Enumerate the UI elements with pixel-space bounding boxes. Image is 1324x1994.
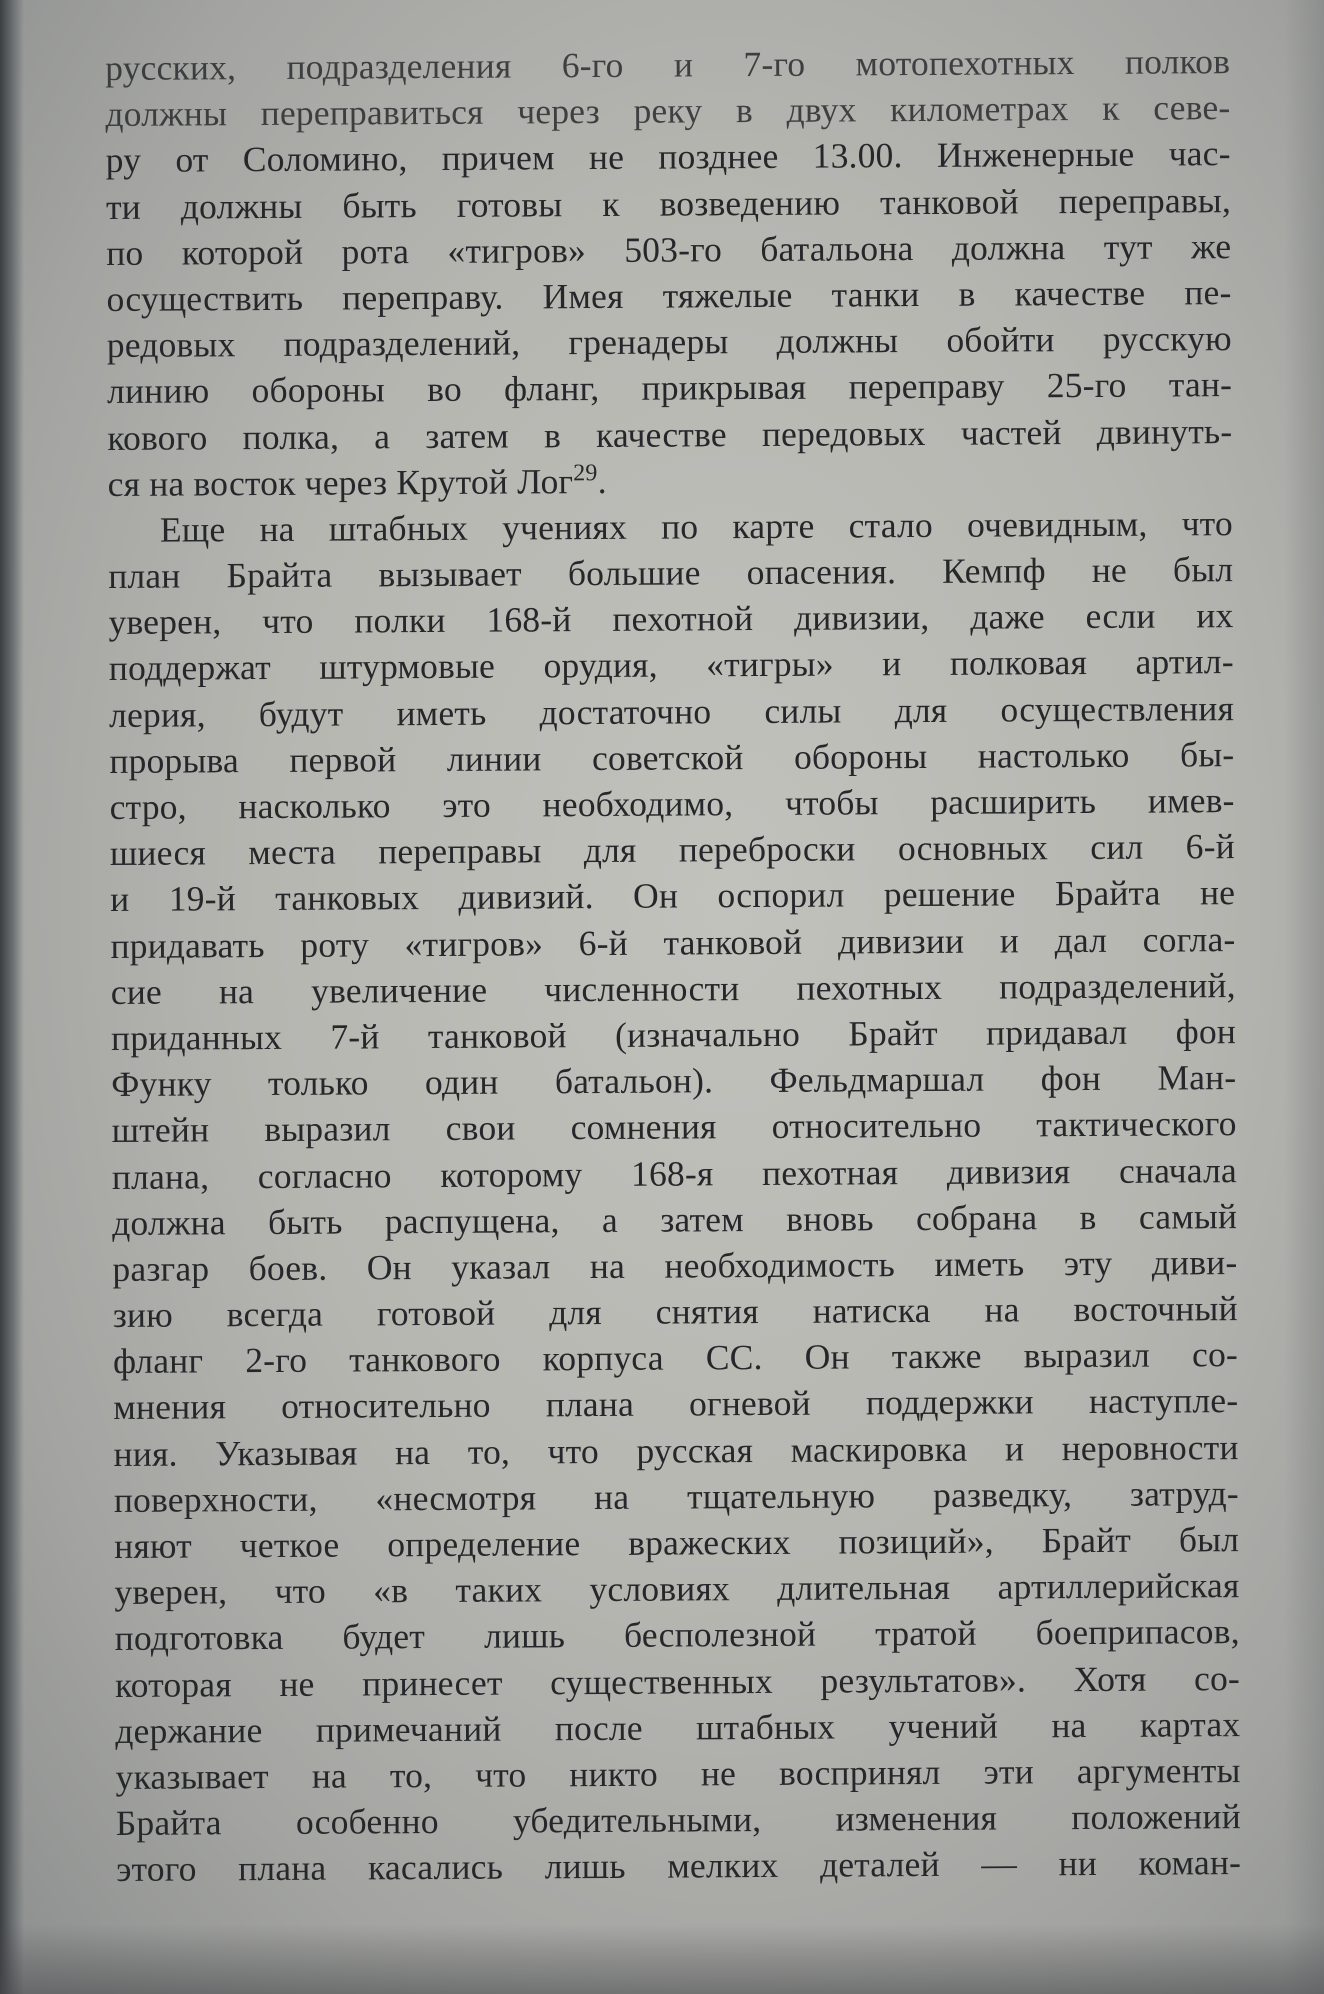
text-line-content: лерия, будут иметь достаточно силы для осуществления (108, 687, 1235, 735)
text-line-content: уверен, что полки 168-й пехотной дивизии, даже если их (108, 595, 1234, 643)
text-line (115, 1655, 1240, 1708)
text-line-content: этого плана касались лишь мелких деталей — ни коман- (116, 1842, 1242, 1890)
text-line (116, 1839, 1241, 1892)
text-line (110, 869, 1235, 922)
text-line-content: и 19-й танковых дивизий. Он оспорил решение Брайта не (110, 872, 1236, 920)
text-line (111, 1054, 1236, 1107)
text-line (110, 916, 1235, 969)
text-line-content: плана, согласно которому 168-я пехотная дивизия сначала (111, 1149, 1238, 1197)
text-line-content: редовых подразделений, гренадеры должны обойти русскую (106, 318, 1232, 366)
text-line (107, 315, 1232, 368)
text-line (109, 731, 1234, 784)
text-line-content: Брайта особенно убедительными, изменения положений (115, 1796, 1241, 1844)
text-line (115, 1701, 1240, 1754)
text-line (113, 1378, 1238, 1431)
page-bottom-shadow (0, 1924, 1324, 1994)
text-line-content: линию обороны во фланг, прикрывая переправу 25-го тан- (106, 364, 1233, 412)
text-line-content: зию всегда готовой для снятия натиска на восточный (112, 1288, 1238, 1336)
text-line-content: уверен, что «в таких условиях длительная артиллерийская (114, 1565, 1240, 1613)
text-line-content: фланг 2-го танкового корпуса СС. Он также выразил со- (112, 1334, 1239, 1382)
text-line-content: приданных 7-й танковой (изначально Брайт придавал фон (110, 1011, 1237, 1058)
text-line (113, 1424, 1238, 1477)
text-line (107, 408, 1232, 461)
text-line (108, 592, 1233, 645)
text-line-content: Функу только один батальон). Фельдмаршал фон Ман- (111, 1057, 1237, 1105)
text-line (114, 1562, 1239, 1615)
text-line-content: ру от Соломино, причем не позднее 13.00. Инженерные час- (105, 133, 1231, 181)
text-line (113, 1331, 1238, 1384)
text-line-content: ния. Указывая на то, что русская маскировка и неровности (113, 1426, 1239, 1474)
text-line-content: мнения относительно плана огневой поддержки наступле- (113, 1380, 1239, 1428)
text-line (115, 1747, 1240, 1800)
text-line (112, 1193, 1237, 1246)
text-line (110, 777, 1235, 830)
text-line-content: придавать роту «тигров» 6-й танковой дивизии и дал согла- (110, 918, 1236, 966)
text-line-content: сие на увеличение численности пехотных подразделений, (110, 964, 1236, 1012)
page-text-block (105, 38, 1241, 1892)
text-line (111, 962, 1236, 1015)
text-line (106, 177, 1231, 230)
text-line (112, 1239, 1237, 1292)
text-line-content: которая не принесет существенных результатов». Хотя со- (114, 1657, 1241, 1705)
text-line-content: шиеся места переправы для переброски основных сил 6-й (109, 826, 1236, 874)
text-line-content: ся на восток через Крутой Лог (107, 460, 574, 504)
text-line-content: Еще на штабных учениях по карте стало очевидным, что (159, 502, 1234, 550)
text-line-content: прорыва первой линии советской обороны настолько бы- (109, 733, 1235, 781)
text-line (106, 131, 1231, 184)
text-line (108, 500, 1233, 553)
text-line-content: поверхности, «несмотря на тщательную разведку, затруд- (113, 1472, 1239, 1520)
text-line (114, 1516, 1239, 1569)
text-line-content: подготовка будет лишь бесполезной тратой боеприпасов, (114, 1611, 1240, 1659)
text-line (106, 223, 1231, 276)
text-line (109, 639, 1234, 692)
page-left-edge (0, 0, 24, 1994)
text-line (107, 361, 1232, 414)
text-line-content: по которой рота «тигров» 503-го батальона должна тут же (106, 225, 1232, 273)
text-line (113, 1285, 1238, 1338)
text-line-content: русских, подразделения 6-го и 7-го мотопехотных полков (105, 41, 1231, 88)
text-line (114, 1470, 1239, 1523)
text-line (108, 546, 1233, 599)
text-line-content: держание примечаний после штабных учений на картах (115, 1703, 1241, 1751)
text-line (105, 84, 1230, 137)
text-line-content: няют четкое определение вражеских позиций», Брайт был (114, 1519, 1240, 1566)
text-line-content: разгар боев. Он указал на необходимость иметь эту диви- (112, 1241, 1238, 1289)
text-line (110, 823, 1235, 876)
text-line-content: план Брайта вызывает большие опасения. Кемпф не был (108, 549, 1234, 597)
text-line-content: осуществить переправу. Имея тяжелые танки в качестве пе- (106, 272, 1232, 319)
text-line (106, 269, 1231, 322)
text-line (105, 38, 1230, 91)
text-line (111, 1100, 1236, 1153)
text-line-content: должны переправиться через реку в двух километрах к севе- (105, 87, 1231, 135)
text-line (115, 1608, 1240, 1661)
page-right-gutter (1284, 0, 1324, 1994)
text-line-content: указывает на то, что никто не воспринял эти аргументы (115, 1750, 1241, 1797)
text-line (112, 1147, 1237, 1200)
footnote-marker: 29 (573, 459, 598, 487)
text-line (111, 1008, 1236, 1061)
text-line-content: поддержат штурмовые орудия, «тигры» и полковая артил- (108, 641, 1234, 689)
text-line-content: кового полка, а затем в качестве передовых частей двинуть- (107, 410, 1233, 458)
text-line-content: штейн выразил свои сомнения относительно тактического (111, 1103, 1237, 1151)
text-line (108, 454, 1233, 507)
text-line-content: стро, насколько это необходимо, чтобы расширить имев- (109, 780, 1235, 827)
text-line-content: ти должны быть готовы к возведению танковой переправы, (105, 179, 1232, 227)
text-line (116, 1793, 1241, 1846)
text-line-tail: . (597, 460, 607, 501)
text-line (109, 685, 1234, 738)
text-line-content: должна быть распущена, а затем вновь собрана в самый (112, 1195, 1238, 1243)
